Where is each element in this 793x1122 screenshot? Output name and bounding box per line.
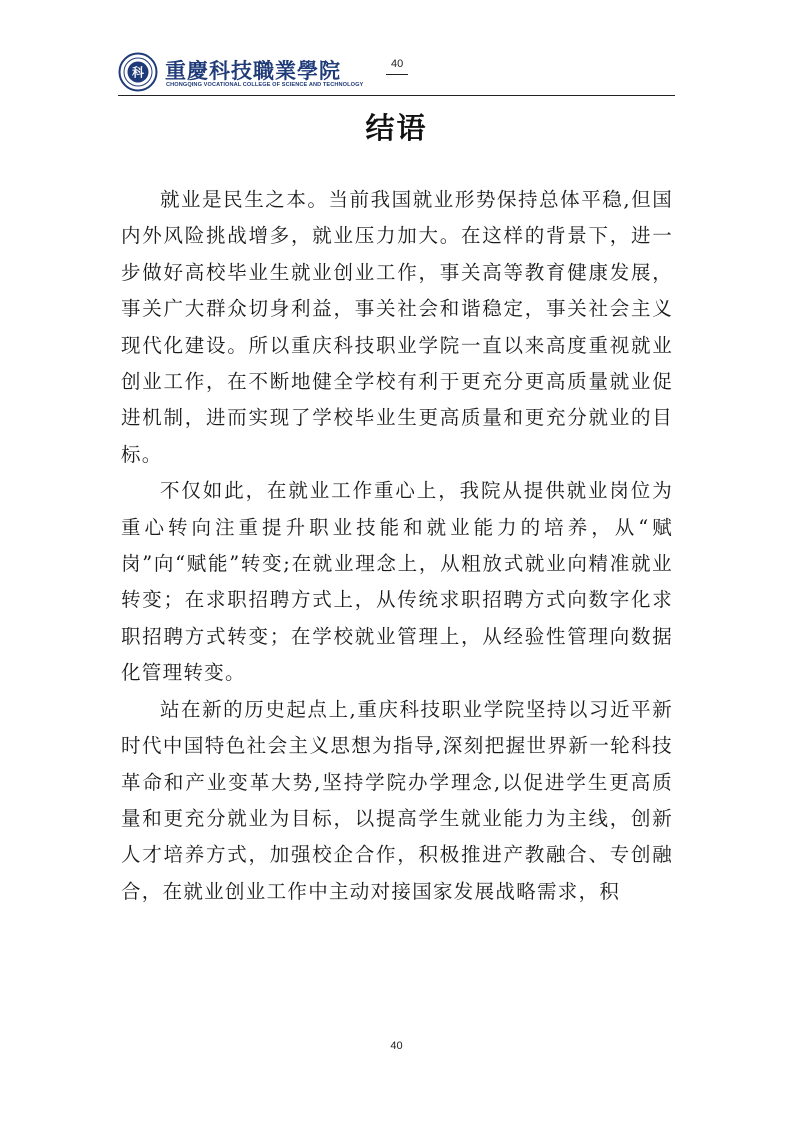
college-name-cn: 重慶科技職業學院	[165, 58, 341, 83]
section-title: 结语	[365, 111, 428, 145]
footer-page-number: 40	[390, 1040, 403, 1052]
header-page-underline	[386, 74, 408, 75]
header-page-number: 40	[391, 58, 404, 70]
college-name-en: CHONGQING VOCATIONAL COLLEGE OF SCIENCE AND TECHNOLOGY	[166, 82, 364, 88]
paragraph-2: 不仅如此，在就业工作重心上，我院从提供就业岗位为重心转向注重提升职业技能和就业能力的培养，从“赋岗”向“赋能”转变;在就业理念上，从粗放式就业向精准就业转变；在求职招聘方式上，从传统求职招聘方式向数字化求职招聘方式转变；在学校就业管理上，从经验性管理向数据化管理转变。	[121, 479, 673, 685]
header-divider	[118, 95, 675, 96]
paragraph-3: 站在新的历史起点上,重庆科技职业学院坚持以习近平新时代中国特色社会主义思想为指导,深刻把握世界新一轮科技革命和产业变革大势,坚持学院办学理念,以促进学生更高质量和更充分就业为目标，以提高学生就业能力为主线，创新人才培养方式，加强校企合作，积极推进产教融合、专创融合，在就业创业工作中主动对接国家发展战略需求，积	[121, 697, 673, 903]
body-text	[121, 182, 673, 910]
paragraph-1: 就业是民生之本。当前我国就业形势保持总体平稳,但国内外风险挑战增多，就业压力加大。在这样的背景下，进一步做好高校毕业生就业创业工作，事关高等教育健康发展，事关广大群众切身利益，事关社会和谐稳定，事关社会主义现代化建设。所以重庆科技职业学院一直以来高度重视就业创业工作，在不断地健全学校有利于更充分更高质量就业促进机制，进而实现了学校毕业生更高质量和更充分就业的目标。	[121, 188, 673, 466]
college-seal-icon	[118, 52, 158, 92]
college-seal-glyph: 科	[131, 65, 145, 80]
page-header	[118, 44, 675, 96]
